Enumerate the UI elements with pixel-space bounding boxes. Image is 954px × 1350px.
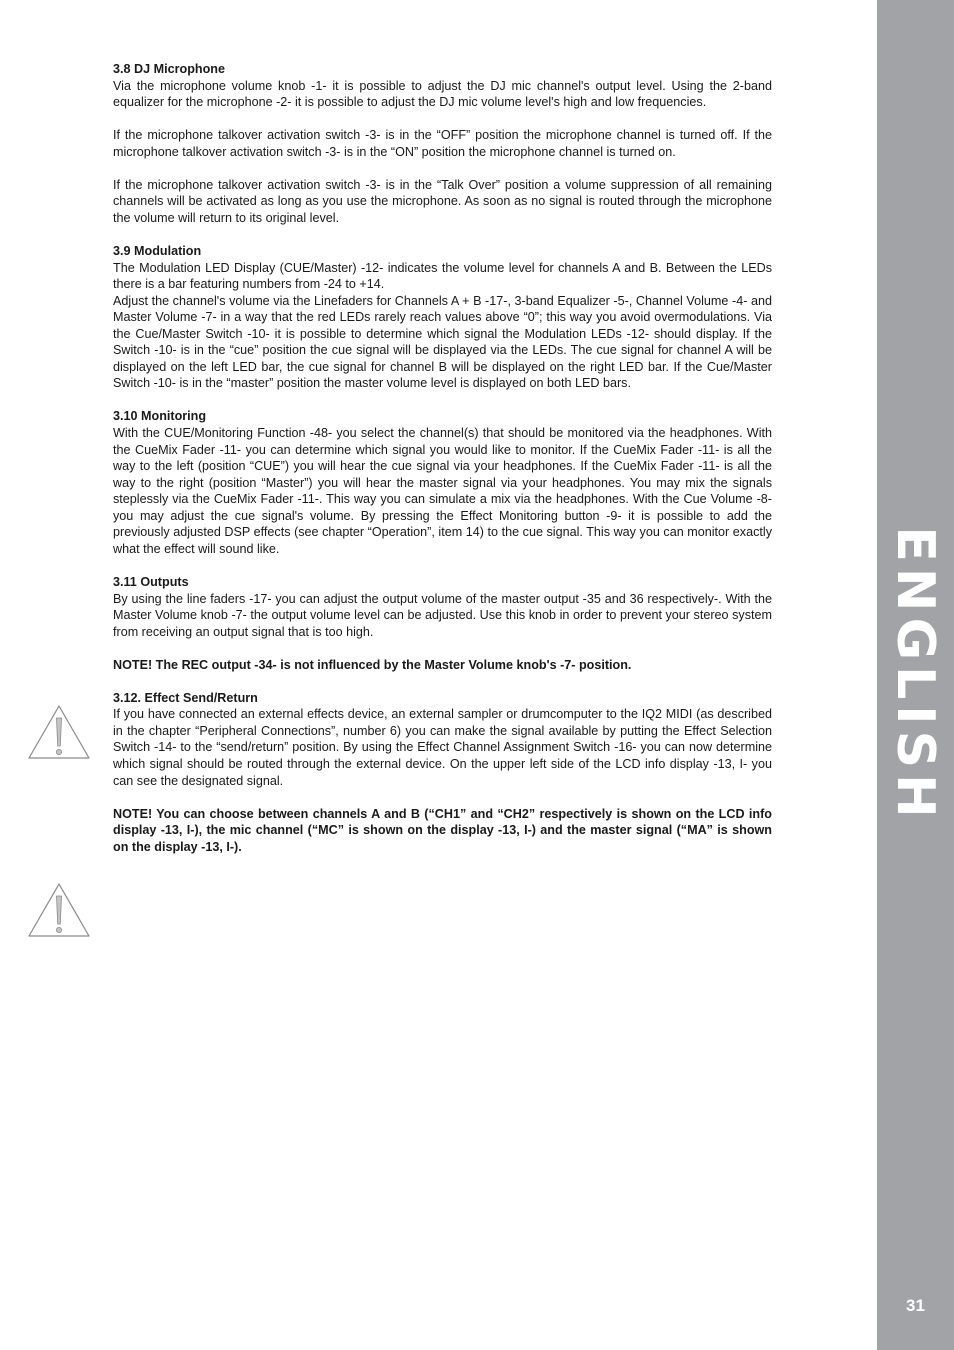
section-heading-outputs: 3.11 Outputs — [113, 574, 189, 589]
section-heading-monitoring: 3.10 Monitoring — [113, 409, 207, 424]
note-channel-selection: NOTE! You can choose between channels A and B (“CH1” and “CH2” respectively is shown on the LCD info display -13, I-), the mic channel (“MC” is shown on the display -13, I-) and the master signal (“MA” is shown on the display -13, I-). — [113, 806, 772, 854]
paragraph: Adjust the channel's volume via the Linefaders for Channels A + B -17-, 3-band Equalizer -5-, Channel Volume -4- and Master Volume -7- in a way that the red LEDs rarely reach values above “0”; this way you avoid overmodulations. Via the Cue/Master Switch -10- it is possible to determine which signal the Modulation LEDs -12- should display. If the Switch -10- is in the “cue” position the cue signal will be displayed via the LEDs. The cue signal for channel A will be displayed on the left LED bar, the cue signal for channel B will be displayed on the right LED bar. If the Cue/Master Switch -10- is in the “master” position the master volume level is displayed on both LED bars. — [113, 293, 772, 391]
section-heading-effect-send-return: 3.12. Effect Send/Return — [113, 690, 258, 705]
paragraph: If the microphone talkover activation switch -3- is in the “OFF” position the microphone channel is turned off. If the microphone talkover activation switch -3- is in the “ON” position the microphone channel is turned on. — [113, 128, 772, 159]
language-label: ENGLISH — [885, 526, 945, 824]
note-rec-output: NOTE! The REC output -34- is not influenced by the Master Volume knob's -7- position. — [113, 657, 632, 672]
warning-triangle-icon — [27, 882, 91, 938]
warning-triangle-icon — [27, 704, 91, 760]
page-number: 31 — [906, 1296, 925, 1315]
paragraph: Via the microphone volume knob -1- it is possible to adjust the DJ mic channel's output level. Using the 2-band equalizer for the microphone -2- it is possible to adjust the DJ mic volume level's high and low frequencies. — [113, 78, 772, 110]
paragraph: If you have connected an external effects device, an external sampler or drumcomputer to the IQ2 MIDI (as described in the chapter “Peripheral Connections”, number 6) you can make the signal available by putting the Effect Selection Switch -14- to the “send/return” position. By using the Effect Channel Assignment Switch -16- you can now determine which signal should be routed through the external device. On the upper left side of the LCD info display -13, I- you can see the designated signal. — [113, 707, 772, 788]
paragraph: The Modulation LED Display (CUE/Master) -12- indicates the volume level for channels A and B. Between the LEDs there is a bar featuring numbers from -24 to +14. — [113, 260, 772, 292]
page-content — [113, 61, 772, 855]
paragraph: With the CUE/Monitoring Function -48- you select the channel(s) that should be monitored via the headphones. With the CueMix Fader -11- you can determine which signal you would like to monitor. If the CueMix Fader -11- is all the way to the left (position “CUE”) you will hear the cue signal via your headphones. If the CueMix Fader -11- is all the way to the right (position “Master”) you will hear the master signal via your headphones. You may mix the signals steplessly via the CueMix Fader -11-. This way you can simulate a mix via the headphones. With the Cue Volume -8- you may adjust the cue signal's volume. By pressing the Effect Monitoring button -9- it is possible to add the previously adjusted DSP effects (see chapter “Operation”, item 14) to the cue signal. This way you can monitor exactly what the effect will sound like. — [113, 426, 772, 556]
language-sidebar — [877, 0, 954, 1350]
section-heading-modulation: 3.9 Modulation — [113, 244, 202, 259]
paragraph: If the microphone talkover activation switch -3- is in the “Talk Over” position a volume suppression of all remaining channels will be activated as long as you use the microphone. As soon as no signal is routed through the microphone the volume will return to its original level. — [113, 177, 772, 225]
paragraph: By using the line faders -17- you can adjust the output volume of the master output -35 and 36 respectively-. With the Master Volume knob -7- the output volume level can be adjusted. Use this knob in order to prevent your stereo system from receiving an output signal that is too high. — [113, 591, 772, 639]
section-heading-dj-microphone: 3.8 DJ Microphone — [113, 62, 225, 76]
